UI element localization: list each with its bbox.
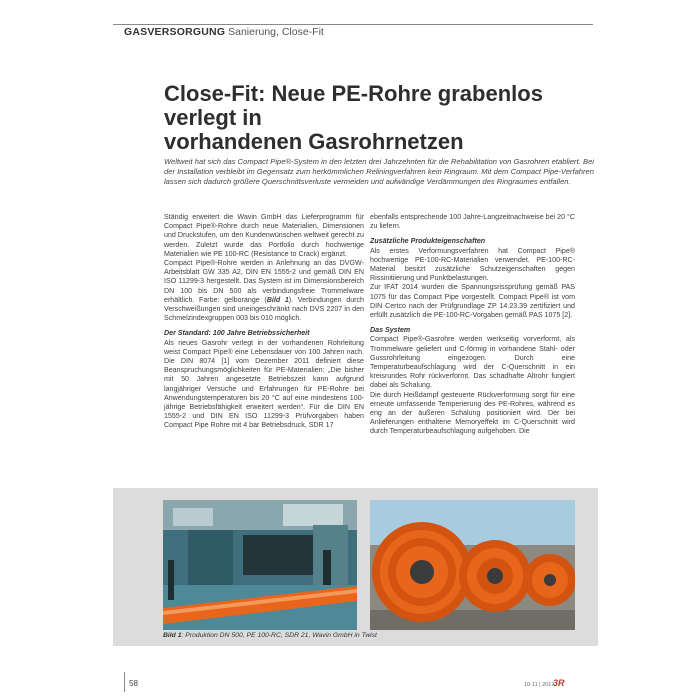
section-keyword: GASVERSORGUNG: [124, 26, 226, 38]
article-lead: Weltweit hat sich das Compact Pipe®-System in den letzten drei Jahrzehnten für die Rehabilitation von Gasrohren etabliert. Bei der Installation verbleibt im Gegensatz zum herkömmlichen Reliningverfahren kein Ringraum. Mit dem Compact Pipe-Verfahren lassen sich dadurch größere Querschnittsverluste vermeiden und aufwändige Verdämmungen des Ringraumes entfallen.: [164, 157, 594, 186]
page-number: 58: [129, 679, 138, 688]
right-column: [370, 213, 575, 437]
paragraph: Ständig erweitert die Wavin GmbH das Lieferprogramm für Compact Pipe®-Rohre durch neue Materialien, Dimensionen und Druckstufen, um den Kundenwünschen weltweit gerecht zu werden. Zuletzt wurde das Portfolio durch hochwertige Materialien wie PE 100-RC (Resistance to Crack) ergänzt.: [164, 213, 364, 258]
production-hall-photo: [163, 500, 357, 630]
paragraph: Compact Pipe®-Gasrohre werden werkseitig vorverformt, als Trommelware geliefert und C-förmig in vorhandene Stahl- oder Gussrohrleitung eingezogen. Durch eine Temperaturbeaufschlagung wird der C-Querschnitt in ein kreisrundes Rohr rückverformt. Das schadhafte Altrohr fungiert dabei als Schalung.: [370, 335, 575, 390]
figure-caption: [163, 632, 377, 639]
header-rule: [113, 24, 593, 25]
article-title: [164, 82, 604, 154]
issue-label: 10-11 | 2017: [524, 682, 555, 688]
pipe-drums-photo: [370, 500, 575, 630]
subheading: Der Standard: 100 Jahre Betriebssicherheit: [164, 329, 310, 338]
figure-reference: Bild 1: [266, 295, 289, 304]
paragraph-text: Compact Pipe®-Rohre werden in Anlehnung an das DVGW-Arbeitsblatt GW 335 A2, DIN EN 1555-2 und gemäß DIN EN ISO 11299-3 hergestellt. Das System ist im Dimensionsbereich DN 100 bis DN 500 als verbindungsfreie Trommelware erhältlich. Farbe: gelborange (: [164, 259, 364, 304]
title-line-2: vorhandenen Gasrohrnetzen: [164, 129, 464, 154]
subheading: Das System: [370, 326, 411, 335]
left-column: [164, 213, 364, 431]
title-line-1: Close-Fit: Neue PE-Rohre grabenlos verlegt in: [164, 81, 543, 130]
section-subtitle: Sanierung, Close-Fit: [228, 26, 324, 38]
paragraph: ebenfalls entsprechende 100 Jahre-Langzeitnachweise bei 20 °C zu liefern.: [370, 213, 575, 231]
section-header: [124, 26, 324, 38]
footer-rule: [124, 672, 125, 692]
caption-text: : Produktion DN 500, PE 100-RC, SDR 21, Wavin GmbH in Twist: [181, 632, 377, 639]
paragraph: Als erstes Verformungsverfahren hat Compact Pipe® hochwertige PE-100-RC-Materialien verwendet. PE-100-RC-Material besitzt zusätzliche Schutzeigenschaften gegen Rissinitiierung und Punktbelastungen.: [370, 246, 575, 283]
subheading: Zusätzliche Produkteigenschaften: [370, 237, 486, 246]
paragraph: Die durch Heißdampf gesteuerte Rückverformung sorgt für eine erneute umfassende Temperierung des PE-Rohres, während es eng an der äußeren Schalung positioniert wird. Der bei Anlieferungen enthaltene Memoryeffekt im C-Querschnitt wird durch Temperaturbeaufschlagung aufgehoben. Die: [370, 390, 575, 436]
paragraph: [164, 259, 364, 323]
caption-label: Bild 1: [163, 632, 182, 639]
paragraph: Als neues Gasrohr verlegt in der vorhandenen Rohrleitung weist Compact Pipe® eine Lebensdauer von 100 Jahren nach. Die DIN 8074 [1] vom Dezember 2011 definiert diese Beanspruchungsmöglichkeiten für PE-Materialien: „Die bisher mit 50 Jahren angesetzte Betriebszeit kann aufgrund langjähriger Versuche und Erfahrungen für PE-Rohre bei Anwendungstemperaturen bis 20 °C auf eine mindestens 100-jährige Betriebsfähigkeit erweitert werden“. Für die DIN EN 1555-2 und DIN EN ISO 11299-3 Prüfvorgaben haben Compact Pipe Rohre mit 4 bar Betriebsdruck, SDR 17: [164, 338, 364, 430]
magazine-logo: 3R: [553, 678, 565, 688]
paragraph-text: ). Verbindungen durch Verschweißungen sind uneingeschränkt nach DVS 2207 in den Schmelzindexgruppen 003 bis 010 möglich.: [164, 295, 364, 323]
paragraph: Zur IFAT 2014 wurden die Spannungsrissprüfung gemäß PAS 1075 für das Compact Pipe vorgestellt. Compact Pipe® ist vom DIN Certco nach der Prüfgrundlage ZP 14.23.39 zertifiziert und erfüllt zusätzlich die PE-100-RC-Vorgaben gemäß PAS 1075 [2].: [370, 283, 575, 320]
